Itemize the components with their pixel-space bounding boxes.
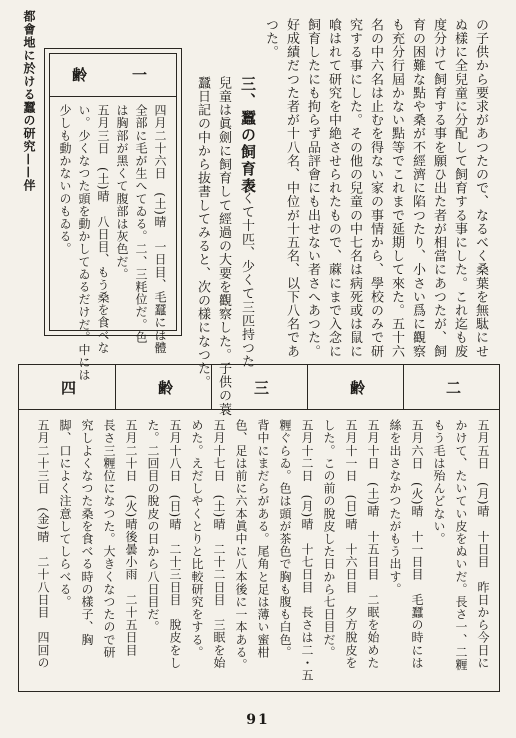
text-column: 飼育したにも拘らず品評會にも出せない者さへあつた。 — [305, 18, 320, 358]
first-instar-box — [44, 48, 182, 382]
table-text-column: 脚、口によく注意してしらべる。 — [58, 419, 72, 608]
header-cell: 四 — [61, 379, 77, 397]
instar-table-header — [19, 365, 499, 410]
table-text-column: 五月五日 (月)晴 十日目 昨日から今日に — [476, 419, 490, 669]
text-column: 喰はれて研究を中絶させられたもので、蔴にまで入念に — [326, 18, 341, 358]
table-text-column: かけて、たいてい皮をぬいだ。長さ一、二糎 — [454, 419, 468, 671]
table-text-column: 長さ三糎位になつた。大きくなつたので研 — [102, 419, 116, 659]
text-column: 究する事にした。その他の兒童の中七名は病死或は鼠に — [347, 18, 362, 358]
header-cell: 三 — [211, 365, 308, 409]
header-cell: 齢 — [307, 365, 404, 409]
box-text-column: は胸部が黑くて腹部は灰色だ。 — [115, 104, 129, 281]
table-text-column: 究しよくなつた桑を食べる時の樣子、胸 — [80, 419, 94, 646]
text-column: 好成績だつた者が十八名、中位が十五名、以下八名であ — [284, 18, 299, 358]
table-text-column: 五月十日 (土)晴 十五日目 二眠を始めた — [366, 419, 380, 669]
first-instar-header — [50, 54, 176, 97]
page-number: 91 — [246, 712, 270, 728]
section-title: 三、蠶の飼育表 — [239, 76, 257, 195]
table-text-column: めた。えだしやくとりと比較研究をする。 — [190, 419, 204, 659]
section-text-column: 兒童は眞劍に飼育して經過の大要を觀察した。子供の蓑 — [216, 76, 231, 416]
table-text-column: た。二回目の脫皮の日から八日目だ。 — [146, 419, 160, 634]
table-text-column: 五月二十三日 (金)晴 二十八日目 四回の — [36, 419, 50, 669]
table-text-column: 五月二十日 (火)晴後曇小雨 二十五日目 — [124, 419, 138, 657]
section-text-column: 蠶日記の中から抜書してみると、次の樣になつた。 — [195, 76, 210, 389]
table-text-column: もう毛は殆んどない。 — [432, 419, 446, 545]
box-text-column: 全部に毛が生へてゐる。二、三粍位だ。色 — [134, 104, 148, 344]
box-text-column: 五月三日 (土)晴 八日目、もう桑を食べな — [96, 104, 110, 354]
table-text-column: 色、足は前に六本眞中に八本後に一本ある。 — [234, 419, 248, 671]
table-text-column: した。この前の脫皮した日から七日目だ。 — [322, 419, 336, 659]
text-column: 度分けて飼育する事を願ひ出た者が相當にあつたが、飼 — [431, 18, 446, 358]
first-instar-heading: 齢 一 — [72, 66, 148, 84]
box-text-column: い。少くなつた頭を動かしてゐるだけだ。中には — [77, 104, 91, 382]
table-text-column: 絲を出さなかつたがもう出す。 — [388, 419, 402, 596]
table-text-column: 五月十七日 (土)晴 二十二日目 三眠を始 — [212, 419, 226, 669]
text-column: 育の困難な點や桑が不經濟に陷つたり、小さい爲に觀察 — [410, 18, 425, 358]
table-text-column: 五月十二日 (月)晴 十七日目 長さは二・五 — [300, 419, 314, 682]
text-column: 名の中六名は止むを得ない家の事情から、學校のみで研 — [368, 18, 383, 358]
text-column: つた。 — [263, 18, 278, 59]
table-text-column: 五月十八日 (日)晴 二十三日目 脫皮をし — [168, 419, 182, 669]
table-text-column: 五月十一日 (日)晴 十六日目 夕方脫皮を — [344, 419, 358, 669]
section-text-column: 多くて十匹、少くて三匹持つた — [239, 178, 254, 369]
text-column: ぬ樣に全兒童に分配して飼育する事にした。これ迄も废 — [452, 18, 467, 358]
box-text-column: 少しも動かないのもゐる。 — [58, 104, 72, 256]
table-text-column: 背中にまだらがある。尾角と足は薄い蜜柑 — [256, 419, 270, 659]
text-column: も充分行屆かない點等でこれまで延期して來た。五十六 — [389, 18, 404, 358]
box-text-column: 四月二十六日 (土)晴 一日目、毛蠶には體 — [153, 104, 167, 354]
header-cell: 齢 — [115, 365, 212, 409]
text-column: の子供から要求があつたので、なるべく桑葉を無駄にせ — [473, 18, 488, 358]
table-text-column: 糎ぐらゐ。色は頭が茶色で胸も腹も白色。 — [278, 419, 292, 659]
instar-table — [18, 364, 500, 692]
running-header: 都會地に於ける蠶の研究——伴 — [22, 10, 36, 192]
header-cell: 二 — [403, 365, 500, 409]
table-text-column: 五月六日 (火)晴 十一日目 毛蠶の時には — [410, 419, 424, 669]
